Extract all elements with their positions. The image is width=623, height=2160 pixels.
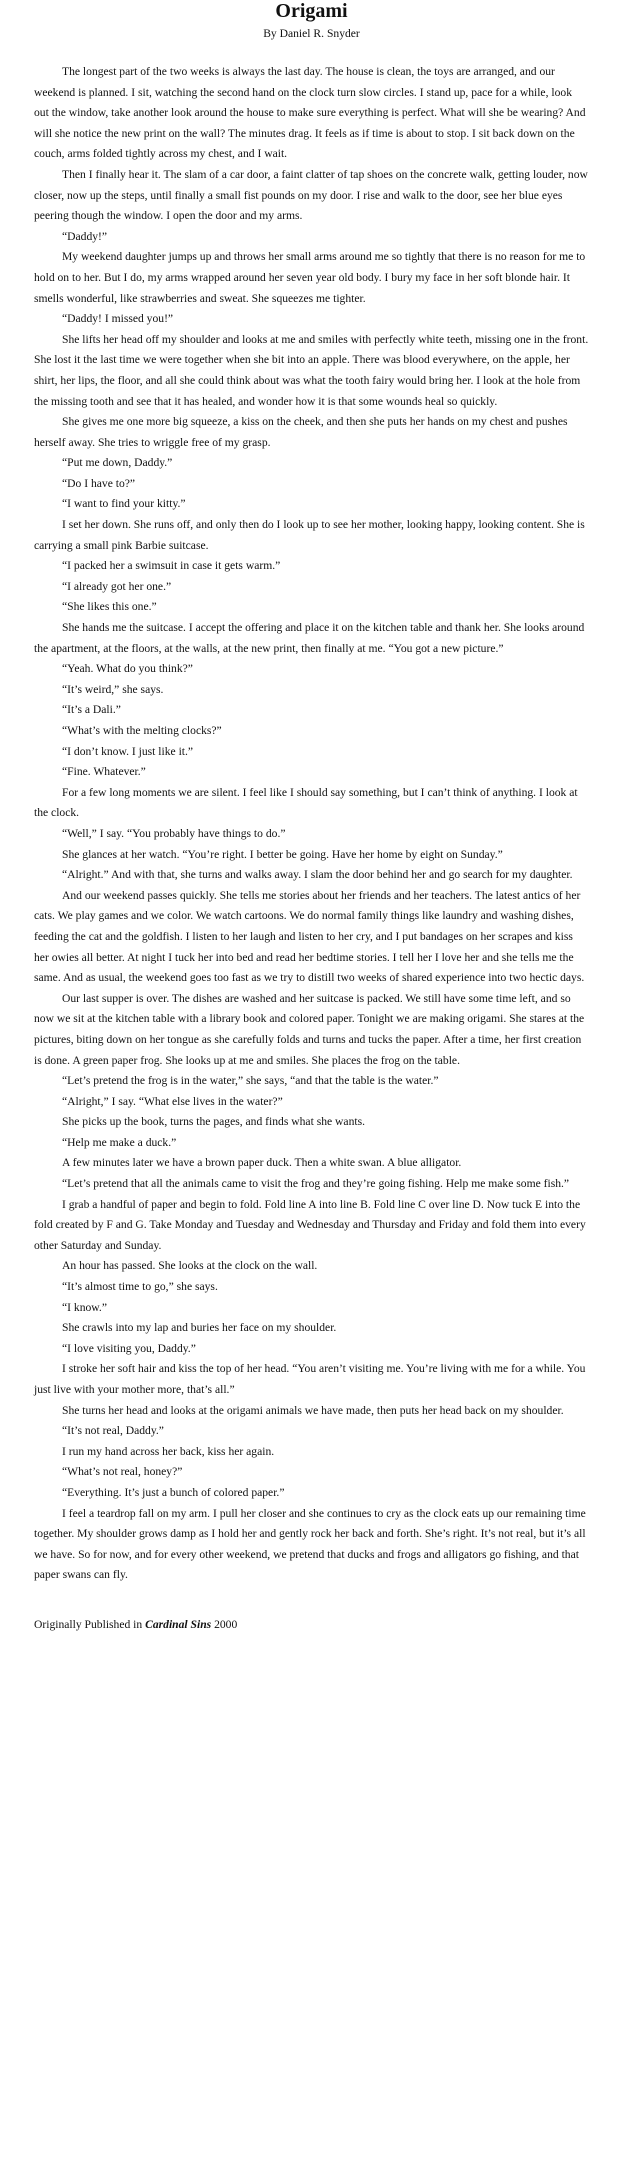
story-paragraph: “It’s a Dali.” — [62, 703, 121, 717]
story-byline: By Daniel R. Snyder — [263, 27, 360, 40]
publication-prefix: Originally Published in — [34, 1617, 146, 1631]
story-paragraph: She hands me the suitcase. I accept the offering and place it on the kitchen table and thank her. She looks around the apartment, at the floors, at the walls, at the new print, then finally at me. “You got a new picture.” — [34, 621, 585, 655]
story-paragraph: “I want to find your kitty.” — [62, 497, 186, 511]
story-paragraph: She crawls into my lap and buries her face on my shoulder. — [62, 1321, 337, 1335]
story-paragraph: She turns her head and looks at the origami animals we have made, then puts her head back on my shoulder. — [62, 1403, 564, 1417]
publication-source: Cardinal Sins — [145, 1617, 212, 1631]
story-paragraph: “I already got her one.” — [62, 579, 172, 593]
story-paragraph: Then I finally hear it. The slam of a car door, a faint clatter of tap shoes on the concrete walk, getting louder, now closer, now up the steps, until finally a small fist pounds on my door. I rise and walk to the door, see her blue eyes peering though the window. I open the door and my arms. — [34, 167, 588, 223]
story-paragraph: “Alright.” And with that, she turns and walks away. I slam the door behind her and go search for my daughter. — [62, 868, 573, 882]
story-paragraph: “Let’s pretend the frog is in the water,” she says, “and that the table is the water.” — [62, 1074, 439, 1088]
story-paragraph: She picks up the book, turns the pages, and finds what she wants. — [62, 1115, 365, 1129]
story-paragraph: She gives me one more big squeeze, a kiss on the cheek, and then she puts her hands on my chest and pushes herself away. She tries to wriggle free of my grasp. — [34, 415, 568, 449]
story-paragraph: “Daddy! I missed you!” — [62, 312, 174, 326]
publication-year: 2000 — [211, 1617, 238, 1631]
story-paragraph: “Well,” I say. “You probably have things to do.” — [62, 826, 286, 840]
story-title: Origami — [275, 0, 348, 22]
story-paragraph: “Everything. It’s just a bunch of colored paper.” — [62, 1485, 285, 1499]
story-paragraph: My weekend daughter jumps up and throws her small arms around me so tightly that there is no reason for me to hold on to her. But I do, my arms wrapped around her seven year old body. I bury my face in her soft blonde hair. It smells wonderful, like strawberries and sweat. She squeezes me tighter. — [34, 250, 586, 305]
story-paragraph: “It’s not real, Daddy.” — [62, 1424, 164, 1438]
story-paragraph: I feel a teardrop fall on my arm. I pull her closer and she continues to cry as the clock eats up our remaining time together. My shoulder grows damp as I hold her and gently rock her back and forth. She’s right. It’s not real, but it’s all we have. So for now, and for every other weekend, we pretend that ducks and frogs and alligators go fishing, and that paper swans can fly. — [34, 1506, 586, 1582]
story-paragraph: A few minutes later we have a brown paper duck. Then a white swan. A blue alligator. — [62, 1156, 462, 1170]
story-paragraph: “I don’t know. I just like it.” — [62, 744, 194, 758]
story-paragraph: She lifts her head off my shoulder and looks at me and smiles with perfectly white teeth, missing one in the front. She lost it the last time we were together when she bit into an apple. There was blood everywhere, on the apple, her shirt, her lips, the floor, and all she could think about was what the tooth fairy would bring her. I look at the hole from the missing tooth and see that it has healed, and wonder how it is that some wounds heal so quickly. — [34, 332, 589, 408]
story-paragraph: And our weekend passes quickly. She tells me stories about her friends and her teachers. The latest antics of her cats. We play games and we color. We watch cartoons. We do normal family things like laundry and washing dishes, feeding the cat and the goldfish. I listen to her laugh and listen to her cry, and I put bandages on her scrapes and kiss her owies all better. At night I tuck her into bed and read her bedtime stories. I tell her I love her and she tells me the same. And as usual, the weekend goes too fast as we try to distill two weeks of shared experience into two hectic days. — [34, 888, 585, 985]
story-body — [34, 62, 589, 1586]
story-paragraph: “Yeah. What do you think?” — [62, 662, 193, 676]
story-paragraph: “I love visiting you, Daddy.” — [62, 1341, 196, 1355]
story-paragraph: “Put me down, Daddy.” — [62, 456, 173, 470]
story-paragraph: I set her down. She runs off, and only then do I look up to see her mother, looking happy, looking content. She is carrying a small pink Barbie suitcase. — [34, 518, 585, 552]
story-paragraph: “It’s almost time to go,” she says. — [62, 1280, 218, 1294]
story-paragraph: I run my hand across her back, kiss her again. — [62, 1444, 275, 1458]
story-paragraph: “Daddy!” — [62, 229, 108, 243]
story-paragraph: Our last supper is over. The dishes are washed and her suitcase is packed. We still have some time left, and so now we sit at the kitchen table with a library book and colored paper. Tonight we are making origami. She stares at the pictures, biting down on her tongue as she carefully folds and turns and tucks the paper. After a time, her first creation is done. A green paper frog. She looks up at me and smiles. She places the frog on the table. — [34, 991, 585, 1067]
story-paragraph: I stroke her soft hair and kiss the top of her head. “You aren’t visiting me. You’re living with me for a while. You just live with your mother more, that’s all.” — [34, 1362, 586, 1396]
story-paragraph: “Alright,” I say. “What else lives in the water?” — [62, 1094, 283, 1108]
story-paragraph: An hour has passed. She looks at the clock on the wall. — [62, 1259, 318, 1273]
story-paragraph: “Let’s pretend that all the animals came to visit the frog and they’re going fishing. Help me make some fish.” — [62, 1177, 570, 1191]
story-paragraph: “It’s weird,” she says. — [62, 682, 164, 696]
story-paragraph: “Do I have to?” — [62, 476, 136, 490]
story-paragraph: “I packed her a swimsuit in case it gets warm.” — [62, 559, 281, 573]
story-paragraph: “She likes this one.” — [62, 600, 157, 614]
story-paragraph: “I know.” — [62, 1300, 107, 1314]
story-paragraph: “Fine. Whatever.” — [62, 765, 146, 779]
story-paragraph: “Help me make a duck.” — [62, 1135, 177, 1149]
story-paragraph: I grab a handful of paper and begin to fold. Fold line A into line B. Fold line C over line D. Now tuck E into the fold created by F and G. Take Monday and Tuesday and Wednesday and Thursday and Friday and fold them into every other Saturday and Sunday. — [34, 1197, 586, 1252]
story-paragraph: “What’s with the melting clocks?” — [62, 724, 222, 737]
story-paragraph: For a few long moments we are silent. I feel like I should say something, but I can’t think of anything. I look at the clock. — [34, 785, 578, 820]
story-paragraph: The longest part of the two weeks is always the last day. The house is clean, the toys are arranged, and our weekend is planned. I sit, watching the second hand on the clock turn slow circles. I stand up, pace for a while, look out the window, take another look around the house to make sure everything is perfect. What will she be wearing? And will she notice the new print on the wall? The minutes drag. It feels as if time is about to stop. I sit back down on the couch, arms folded tightly across my chest, and I wait. — [34, 65, 586, 161]
story-paragraph: “What’s not real, honey?” — [62, 1465, 183, 1479]
publication-note — [34, 1616, 589, 1634]
story-paragraph: She glances at her watch. “You’re right. I better be going. Have her home by eight on Sunday.” — [62, 847, 503, 861]
